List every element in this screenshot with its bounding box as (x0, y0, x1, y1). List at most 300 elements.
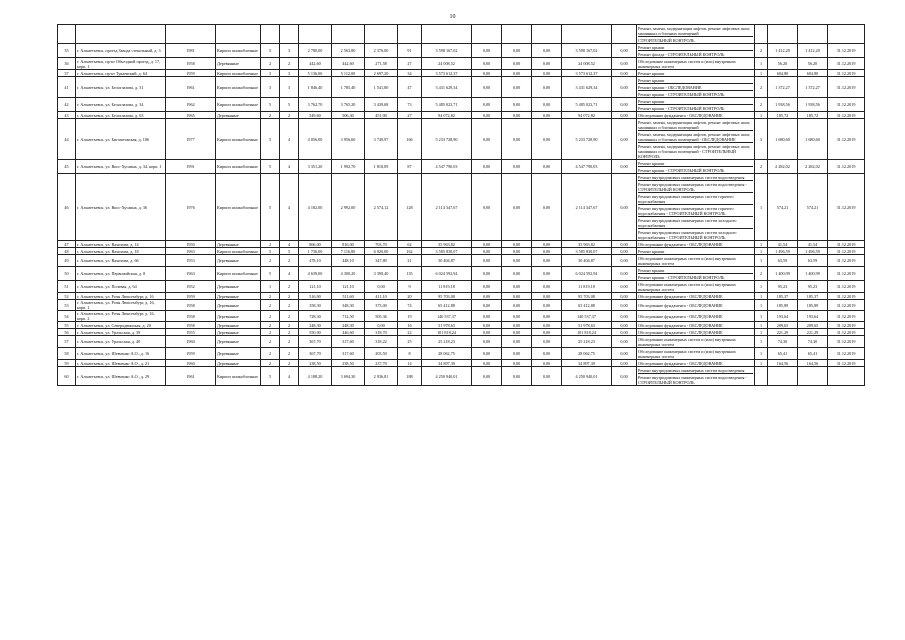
entrances-cell: 4 (280, 160, 299, 174)
entrances-cell: 2 (280, 360, 299, 367)
address-cell: г. Альметьевск, ул. Вахитова, д. 14 (76, 241, 166, 248)
row-number: 44 (58, 119, 76, 160)
living-area-cell: 2 563,80 (332, 44, 365, 58)
table-row (58, 77, 865, 98)
budget-cost-cell: 0,00 (502, 267, 532, 281)
max-unit-cost-cell: 1 400,99 (798, 267, 828, 281)
work-count-cell: 1 (755, 248, 768, 255)
local-cost-cell: 0,00 (532, 360, 562, 367)
total-area-cell: 478,10 (299, 255, 332, 267)
year-cell: 1991 (166, 160, 216, 174)
other-cost-cell: 0,00 (612, 112, 637, 119)
floors-cell: 5 (261, 160, 280, 174)
unit-cost-cell: 1 938,56 (768, 98, 798, 112)
floors-cell: 2 (261, 322, 280, 329)
work-types-cell (637, 255, 755, 267)
entrances-cell: 2 (280, 336, 299, 348)
other-cost-cell: 0,00 (612, 174, 637, 241)
total-area-cell: 4 182,00 (299, 174, 332, 241)
work-type: Ремонт внутридомовых инженерных систем холодного водоснабжения (638, 217, 753, 229)
max-unit-cost-cell: 2 282,02 (798, 160, 828, 174)
other-cost-cell: 0,00 (612, 300, 637, 311)
max-unit-cost-cell: 1 680,60 (798, 119, 828, 160)
total-cost-cell: 4 250 940,01 (422, 367, 472, 386)
other-cost-cell: 0,00 (612, 98, 637, 112)
table-row (58, 98, 865, 112)
row-number: 43 (58, 112, 76, 119)
table-row (58, 70, 865, 77)
owners-cost-cell: 11 819,18 (562, 281, 612, 293)
fund-cost-cell: 0,00 (472, 300, 502, 311)
work-type: Ремонт, замена, модернизация лифтов, ремонт лифтовых шахт, машинных и блочных помещений - СТРОИТЕЛЬНЫЙ КОНТРОЛЬ (638, 143, 751, 159)
unit-cost-cell: 74,30 (768, 336, 798, 348)
work-types-cell (637, 44, 755, 58)
entrances-cell: 2 (280, 112, 299, 119)
budget-cost-cell: 0,00 (502, 322, 532, 329)
total-area-cell: 367,70 (299, 336, 332, 348)
owners-cost-cell: 24 008,52 (562, 58, 612, 70)
unit-cost-cell: 95,23 (768, 281, 798, 293)
work-type: Ремонт внутридомовых инженерных систем водоотведения - СТРОИТЕЛЬНЫЙ КОНТРОЛЬ (638, 374, 747, 385)
local-cost-cell: 0,00 (532, 267, 562, 281)
residents-cell: 19 (398, 311, 422, 322)
deadline-cell: 31.12.2019 (828, 322, 865, 329)
work-types-cell (637, 77, 755, 98)
entrances-cell: 5 (280, 248, 299, 255)
residential-area-cell: 203,50 (365, 348, 398, 360)
year-cell: 1955 (166, 329, 216, 336)
wall-material-cell: Деревянные (216, 300, 261, 311)
total-cost-cell: 24 008,52 (422, 58, 472, 70)
deadline-cell: 31.12.2019 (828, 300, 865, 311)
residents-cell: 74 (398, 300, 422, 311)
total-area-cell: 248,30 (299, 322, 332, 329)
row-number: 55 (58, 322, 76, 329)
local-cost-cell: 0,00 (532, 174, 562, 241)
total-cost-cell: 101 818,24 (422, 329, 472, 336)
wall-material-cell: Деревянные (216, 58, 261, 70)
other-cost-cell: 0,00 (612, 367, 637, 386)
unit-cost-cell: 164,56 (768, 360, 798, 367)
floors-cell: 2 (261, 255, 280, 267)
owners-cost-cell: 51 978,63 (562, 322, 612, 329)
work-count-cell: 1 (755, 241, 768, 248)
row-number: 36 (58, 58, 76, 70)
residents-cell: 162 (398, 248, 422, 255)
work-count-cell: 2 (755, 77, 768, 98)
work-count-cell (755, 367, 768, 386)
budget-cost-cell: 0,00 (502, 300, 532, 311)
residential-area-cell: 411,10 (365, 293, 398, 300)
work-count-cell: 1 (755, 311, 768, 322)
address-cell: г. Альметьевск, ул. Розы Люксембург, д. 16, корп. 2 (76, 311, 166, 322)
fund-cost-cell: 0,00 (472, 255, 502, 267)
residents-cell: 14 (398, 360, 422, 367)
unit-cost-cell: 1 400,99 (768, 267, 798, 281)
table-row (58, 112, 865, 119)
max-unit-cost-cell: 209,65 (798, 322, 828, 329)
total-cost-cell: 4 547 790,03 (422, 160, 472, 174)
living-area-cell: 1 992,70 (332, 160, 365, 174)
total-area-cell: 3 351,20 (299, 160, 332, 174)
other-cost-cell: 0,00 (612, 336, 637, 348)
deadline-cell: 31.12.2019 (828, 241, 865, 248)
deadline-cell: 31.12.2019 (828, 348, 865, 360)
total-area-cell: 1 736,00 (299, 248, 332, 255)
fund-cost-cell: 0,00 (472, 267, 502, 281)
total-area-cell: 5 136,00 (299, 70, 332, 77)
deadline-cell: 31.12.2019 (828, 174, 865, 241)
work-type: Ремонт крыши (638, 77, 753, 84)
year-cell: 1958 (166, 322, 216, 329)
work-count-cell: 1 (755, 70, 768, 77)
floors-cell: 2 (261, 112, 280, 119)
budget-cost-cell: 0,00 (502, 311, 532, 322)
row-number: 58 (58, 348, 76, 360)
row-number: 47 (58, 241, 76, 248)
address-cell: г. Альметьевск, ул. Шевченко А.О., д. 21 (76, 360, 166, 367)
year-cell: 1960 (166, 360, 216, 367)
residents-cell: 47 (398, 77, 422, 98)
year-cell: 1981 (166, 44, 216, 58)
residential-area-cell: 347,80 (365, 255, 398, 267)
year-cell: 1958 (166, 300, 216, 311)
total-cost-cell: 3 573 612,37 (422, 70, 472, 77)
wall-material-cell: Деревянные (216, 293, 261, 300)
work-types-cell (637, 322, 755, 329)
other-cost-cell: 0,00 (612, 119, 637, 160)
address-cell: г. Альметьевск, пр-кт Тукаевский, д. 64 (76, 70, 166, 77)
entrances-cell: 3 (280, 70, 299, 77)
local-cost-cell: 0,00 (532, 348, 562, 360)
budget-cost-cell: 0,00 (502, 281, 532, 293)
deadline-cell: 31.12.2019 (828, 311, 865, 322)
row-number: 35 (58, 44, 76, 58)
row-number: 48 (58, 248, 76, 255)
total-area-cell: 3 762,70 (299, 98, 332, 112)
deadline-cell: 31.12.2019 (828, 329, 865, 336)
residents-cell: 27 (398, 58, 422, 70)
address-cell: г. Альметьевск, ул. Бигаштовская, д. 186 (76, 119, 166, 160)
work-type: Ремонт крыши (638, 267, 753, 274)
address-cell: г. Альметьевск, ул. Первомайская, д. 8 (76, 267, 166, 281)
fund-cost-cell: 0,00 (472, 293, 502, 300)
total-cost-cell: 3 598 167,02 (422, 44, 472, 58)
table-row (58, 58, 865, 70)
work-type: Обследование фундамента - ОБСЛЕДОВАНИЕ (638, 112, 723, 118)
address-cell: г. Альметьевск, ул. Висс-Хусаина, д. 34, корп. 1 (76, 160, 166, 174)
work-type: Обследование инженерных систем и (или) внутренних инженерных систем (638, 58, 736, 69)
work-type: Ремонт внутридомовых инженерных систем горячего водоснабжения (638, 193, 753, 205)
deadline-cell: 31.12.2019 (828, 112, 865, 119)
fund-cost-cell: 0,00 (472, 360, 502, 367)
wall-material-cell: Кирпич шлакоблочные (216, 119, 261, 160)
address-cell: г. Альметьевск, ул. Розы Люксембург, д. 16, корп. 1 (76, 300, 166, 311)
wall-material-cell: Деревянные (216, 360, 261, 367)
other-cost-cell: 0,00 (612, 329, 637, 336)
total-area-cell: 4 056,00 (299, 119, 332, 160)
max-unit-cost-cell: 193,64 (798, 311, 828, 322)
work-type: Обследование фундамента - ОБСЛЕДОВАНИЕ (638, 360, 723, 366)
work-types-cell (637, 367, 755, 386)
table-row (58, 300, 865, 311)
entrances-cell: 2 (280, 293, 299, 300)
work-type: Ремонт крыши (638, 248, 665, 254)
total-cost-cell: 140 537,37 (422, 311, 472, 322)
total-area-cell: 550,00 (299, 329, 332, 336)
living-area-cell: 3 956,60 (332, 119, 365, 160)
year-cell: 1950 (166, 241, 216, 248)
floors-cell: 2 (261, 348, 280, 360)
floors-cell: 2 (261, 58, 280, 70)
entrances-cell: 4 (280, 267, 299, 281)
residential-area-cell: 505,36 (365, 311, 398, 322)
budget-cost-cell: 0,00 (502, 367, 532, 386)
owners-cost-cell: 34 897,39 (562, 360, 612, 367)
fund-cost-cell: 0,00 (472, 322, 502, 329)
other-cost-cell: 0,00 (612, 58, 637, 70)
living-area-cell: 5 112,00 (332, 70, 365, 77)
max-unit-cost-cell: 95,23 (798, 281, 828, 293)
work-types-cell (637, 25, 755, 44)
wall-material-cell: Деревянные (216, 241, 261, 248)
deadline-cell: 31.12.2019 (828, 77, 865, 98)
work-count-cell: 1 (755, 300, 768, 311)
living-area-cell: 448,10 (332, 255, 365, 267)
entrances-cell: 2 (280, 311, 299, 322)
row-number: 49 (58, 255, 76, 267)
work-type: Обследование фундамента - ОБСЛЕДОВАНИЕ (638, 241, 723, 247)
budget-cost-cell: 0,00 (502, 293, 532, 300)
row-number: 52 (58, 293, 76, 300)
deadline-cell: 31.12.2019 (828, 98, 865, 112)
work-type: Ремонт крыши - СТРОИТЕЛЬНЫЙ КОНТРОЛЬ (638, 91, 725, 97)
living-area-cell: 3 765,20 (332, 98, 365, 112)
unit-cost-cell (768, 367, 798, 386)
budget-cost-cell: 0,00 (502, 255, 532, 267)
owners-cost-cell: 6 024 592,94 (562, 267, 612, 281)
local-cost-cell: 0,00 (532, 281, 562, 293)
row-number: 57 (58, 336, 76, 348)
work-type: Ремонт внутридомовых инженерных систем холодного водоснабжения - СТРОИТЕЛЬНЫЙ КОНТРОЛЬ (638, 229, 737, 240)
deadline-cell: 31.12.2019 (828, 248, 865, 255)
wall-material-cell: Кирпич шлакоблочные (216, 77, 261, 98)
residential-area-cell: 2 936,81 (365, 367, 398, 386)
other-cost-cell: 0,00 (612, 160, 637, 174)
entrances-cell: 2 (280, 281, 299, 293)
fund-cost-cell: 0,00 (472, 119, 502, 160)
floors-cell: 2 (261, 336, 280, 348)
residential-area-cell: 373,00 (365, 300, 398, 311)
budget-cost-cell: 0,00 (502, 98, 532, 112)
total-cost-cell: 5 485 023,71 (422, 98, 472, 112)
floors-cell: 2 (261, 300, 280, 311)
owners-cost-cell: 140 537,37 (562, 311, 612, 322)
address-cell: г. Альметьевск, ул. Шевченко А.О., д. 29 (76, 367, 166, 386)
table-row (58, 44, 865, 58)
local-cost-cell: 0,00 (532, 70, 562, 77)
work-types-cell (637, 300, 755, 311)
wall-material-cell: Кирпич шлакоблочные (216, 267, 261, 281)
total-cost-cell: 2 114 347,67 (422, 174, 472, 241)
residential-area-cell: 6 920,00 (365, 248, 398, 255)
max-unit-cost-cell: 1 412,20 (798, 44, 828, 58)
entrances-cell: 3 (280, 77, 299, 98)
row-number: 45 (58, 160, 76, 174)
other-cost-cell: 0,00 (612, 255, 637, 267)
living-area-cell: 816,00 (332, 241, 365, 248)
total-cost-cell: 34 897,39 (422, 360, 472, 367)
work-types-cell (637, 281, 755, 293)
work-types-cell (637, 112, 755, 119)
work-types-cell (637, 336, 755, 348)
total-cost-cell: 94 072,82 (422, 112, 472, 119)
work-count-cell: 1 (755, 255, 768, 267)
deadline-cell: 31.12.2019 (828, 293, 865, 300)
living-area-cell: 3 694,30 (332, 367, 365, 386)
total-area-cell: 1 846,40 (299, 77, 332, 98)
fund-cost-cell: 0,00 (472, 77, 502, 98)
fund-cost-cell: 0,00 (472, 174, 502, 241)
fund-cost-cell: 0,00 (472, 329, 502, 336)
year-cell: 1963 (166, 267, 216, 281)
address-cell: г. Альметьевск, ул. Шевченко А.О., д. 16 (76, 348, 166, 360)
floors-cell: 2 (261, 241, 280, 248)
table-row (58, 255, 865, 267)
owners-cost-cell: 3 585 830,07 (562, 248, 612, 255)
wall-material-cell: Деревянные (216, 281, 261, 293)
work-count-cell: 2 (755, 98, 768, 112)
local-cost-cell: 0,00 (532, 44, 562, 58)
local-cost-cell: 0,00 (532, 300, 562, 311)
work-type: Обследование фундамента - ОБСЛЕДОВАНИЕ (638, 322, 723, 328)
residential-area-cell: 0,00 (365, 281, 398, 293)
owners-cost-cell: 101 818,24 (562, 329, 612, 336)
floors-cell: 5 (261, 119, 280, 160)
budget-cost-cell: 0,00 (502, 248, 532, 255)
work-count-cell: 2 (755, 267, 768, 281)
local-cost-cell: 0,00 (532, 160, 562, 174)
owners-cost-cell: 3 598 167,02 (562, 44, 612, 58)
budget-cost-cell: 0,00 (502, 119, 532, 160)
residential-area-cell: 2 697,20 (365, 70, 398, 77)
other-cost-cell: 0,00 (612, 348, 637, 360)
local-cost-cell: 0,00 (532, 293, 562, 300)
work-types-cell (637, 119, 755, 160)
wall-material-cell: Деревянные (216, 255, 261, 267)
unit-cost-cell: 1 412,20 (768, 44, 798, 58)
work-type: Ремонт крыши - СТРОИТЕЛЬНЫЙ КОНТРОЛЬ (638, 167, 725, 173)
work-type: Ремонт внутридомовых инженерных систем водоотведения (638, 367, 753, 374)
entrances-cell: 2 (280, 300, 299, 311)
work-types-cell (637, 360, 755, 367)
work-count-cell: 1 (755, 336, 768, 348)
fund-cost-cell: 0,00 (472, 44, 502, 58)
work-count-cell: 2 (755, 160, 768, 174)
wall-material-cell: Кирпич шлакоблочные (216, 98, 261, 112)
floors-cell: 3 (261, 70, 280, 77)
local-cost-cell: 0,00 (532, 77, 562, 98)
local-cost-cell: 0,00 (532, 329, 562, 336)
residents-cell: 21 (398, 255, 422, 267)
owners-cost-cell: 5 485 023,71 (562, 98, 612, 112)
living-area-cell: 712,50 (332, 311, 365, 322)
residents-cell: 62 (398, 241, 422, 248)
unit-cost-cell: 193,64 (768, 311, 798, 322)
work-types-cell (637, 241, 755, 248)
work-type: Обследование фундамента - ОБСЛЕДОВАНИЕ (638, 293, 723, 299)
unit-cost-cell: 65,41 (768, 348, 798, 360)
unit-cost-cell: 1 372,27 (768, 77, 798, 98)
year-cell: 1961 (166, 77, 216, 98)
entrances-cell: 4 (280, 119, 299, 160)
work-count-cell: 1 (755, 293, 768, 300)
table-row (58, 267, 865, 281)
work-type: Ремонт крыши (638, 70, 665, 76)
owners-cost-cell: 35 963,82 (562, 241, 612, 248)
address-cell: г. Альметьевск, ул. Белоглазова, д. 31 (76, 77, 166, 98)
living-area-cell: 506,40 (332, 112, 365, 119)
row-number: 59 (58, 360, 76, 367)
budget-cost-cell: 0,00 (502, 112, 532, 119)
year-cell: 1959 (166, 348, 216, 360)
local-cost-cell: 0,00 (532, 112, 562, 119)
total-area-cell: 516,90 (299, 293, 332, 300)
residential-area-cell: 451,00 (365, 112, 398, 119)
owners-cost-cell: 2 114 347,67 (562, 174, 612, 241)
fund-cost-cell: 0,00 (472, 348, 502, 360)
work-type: Ремонт, замена, модернизация лифтов, ремонт лифтовых шахт, машинных и блочных помещений (638, 119, 753, 131)
total-cost-cell: 5 233 728,90 (422, 119, 472, 160)
work-type: Ремонт крыши - СТРОИТЕЛЬНЫЙ КОНТРОЛЬ (638, 274, 725, 280)
living-area-cell: 348,30 (332, 300, 365, 311)
table-row (58, 311, 865, 322)
table-row (58, 336, 865, 348)
total-area-cell: 358,30 (299, 300, 332, 311)
fund-cost-cell: 0,00 (472, 70, 502, 77)
fund-cost-cell: 0,00 (472, 311, 502, 322)
year-cell: 1958 (166, 311, 216, 322)
budget-cost-cell: 0,00 (502, 329, 532, 336)
living-area-cell: 511,60 (332, 293, 365, 300)
entrances-cell: 4 (280, 367, 299, 386)
address-cell: г. Альметьевск, ул. Полевая, д. 64 (76, 281, 166, 293)
fund-cost-cell: 0,00 (472, 367, 502, 386)
fund-cost-cell: 0,00 (472, 336, 502, 348)
max-unit-cost-cell (798, 367, 828, 386)
work-type: СТРОИТЕЛЬНЫЙ КОНТРОЛЬ (638, 37, 695, 43)
budget-cost-cell: 0,00 (502, 160, 532, 174)
unit-cost-cell: 185,37 (768, 293, 798, 300)
residential-area-cell: 1 541,80 (365, 77, 398, 98)
deadline-cell: 31.12.2019 (828, 255, 865, 267)
living-area-cell: 2 992,00 (332, 174, 365, 241)
residents-cell: 188 (398, 367, 422, 386)
deadline-cell: 31.12.2019 (828, 336, 865, 348)
work-type: Ремонт внутридомовых инженерных систем водоотведения (638, 174, 753, 181)
total-area-cell: 442,60 (299, 58, 332, 70)
unit-cost-cell: 574,21 (768, 174, 798, 241)
floors-cell: 2 (261, 360, 280, 367)
entrances-cell: 4 (280, 241, 299, 248)
total-area-cell: 866,00 (299, 241, 332, 248)
residents-cell: 87 (398, 160, 422, 174)
row-number: 42 (58, 98, 76, 112)
unit-cost-cell: 185,72 (768, 112, 798, 119)
residential-area-cell: 703,70 (365, 241, 398, 248)
work-count-cell: 2 (755, 44, 768, 58)
unit-cost-cell: 1 680,60 (768, 119, 798, 160)
